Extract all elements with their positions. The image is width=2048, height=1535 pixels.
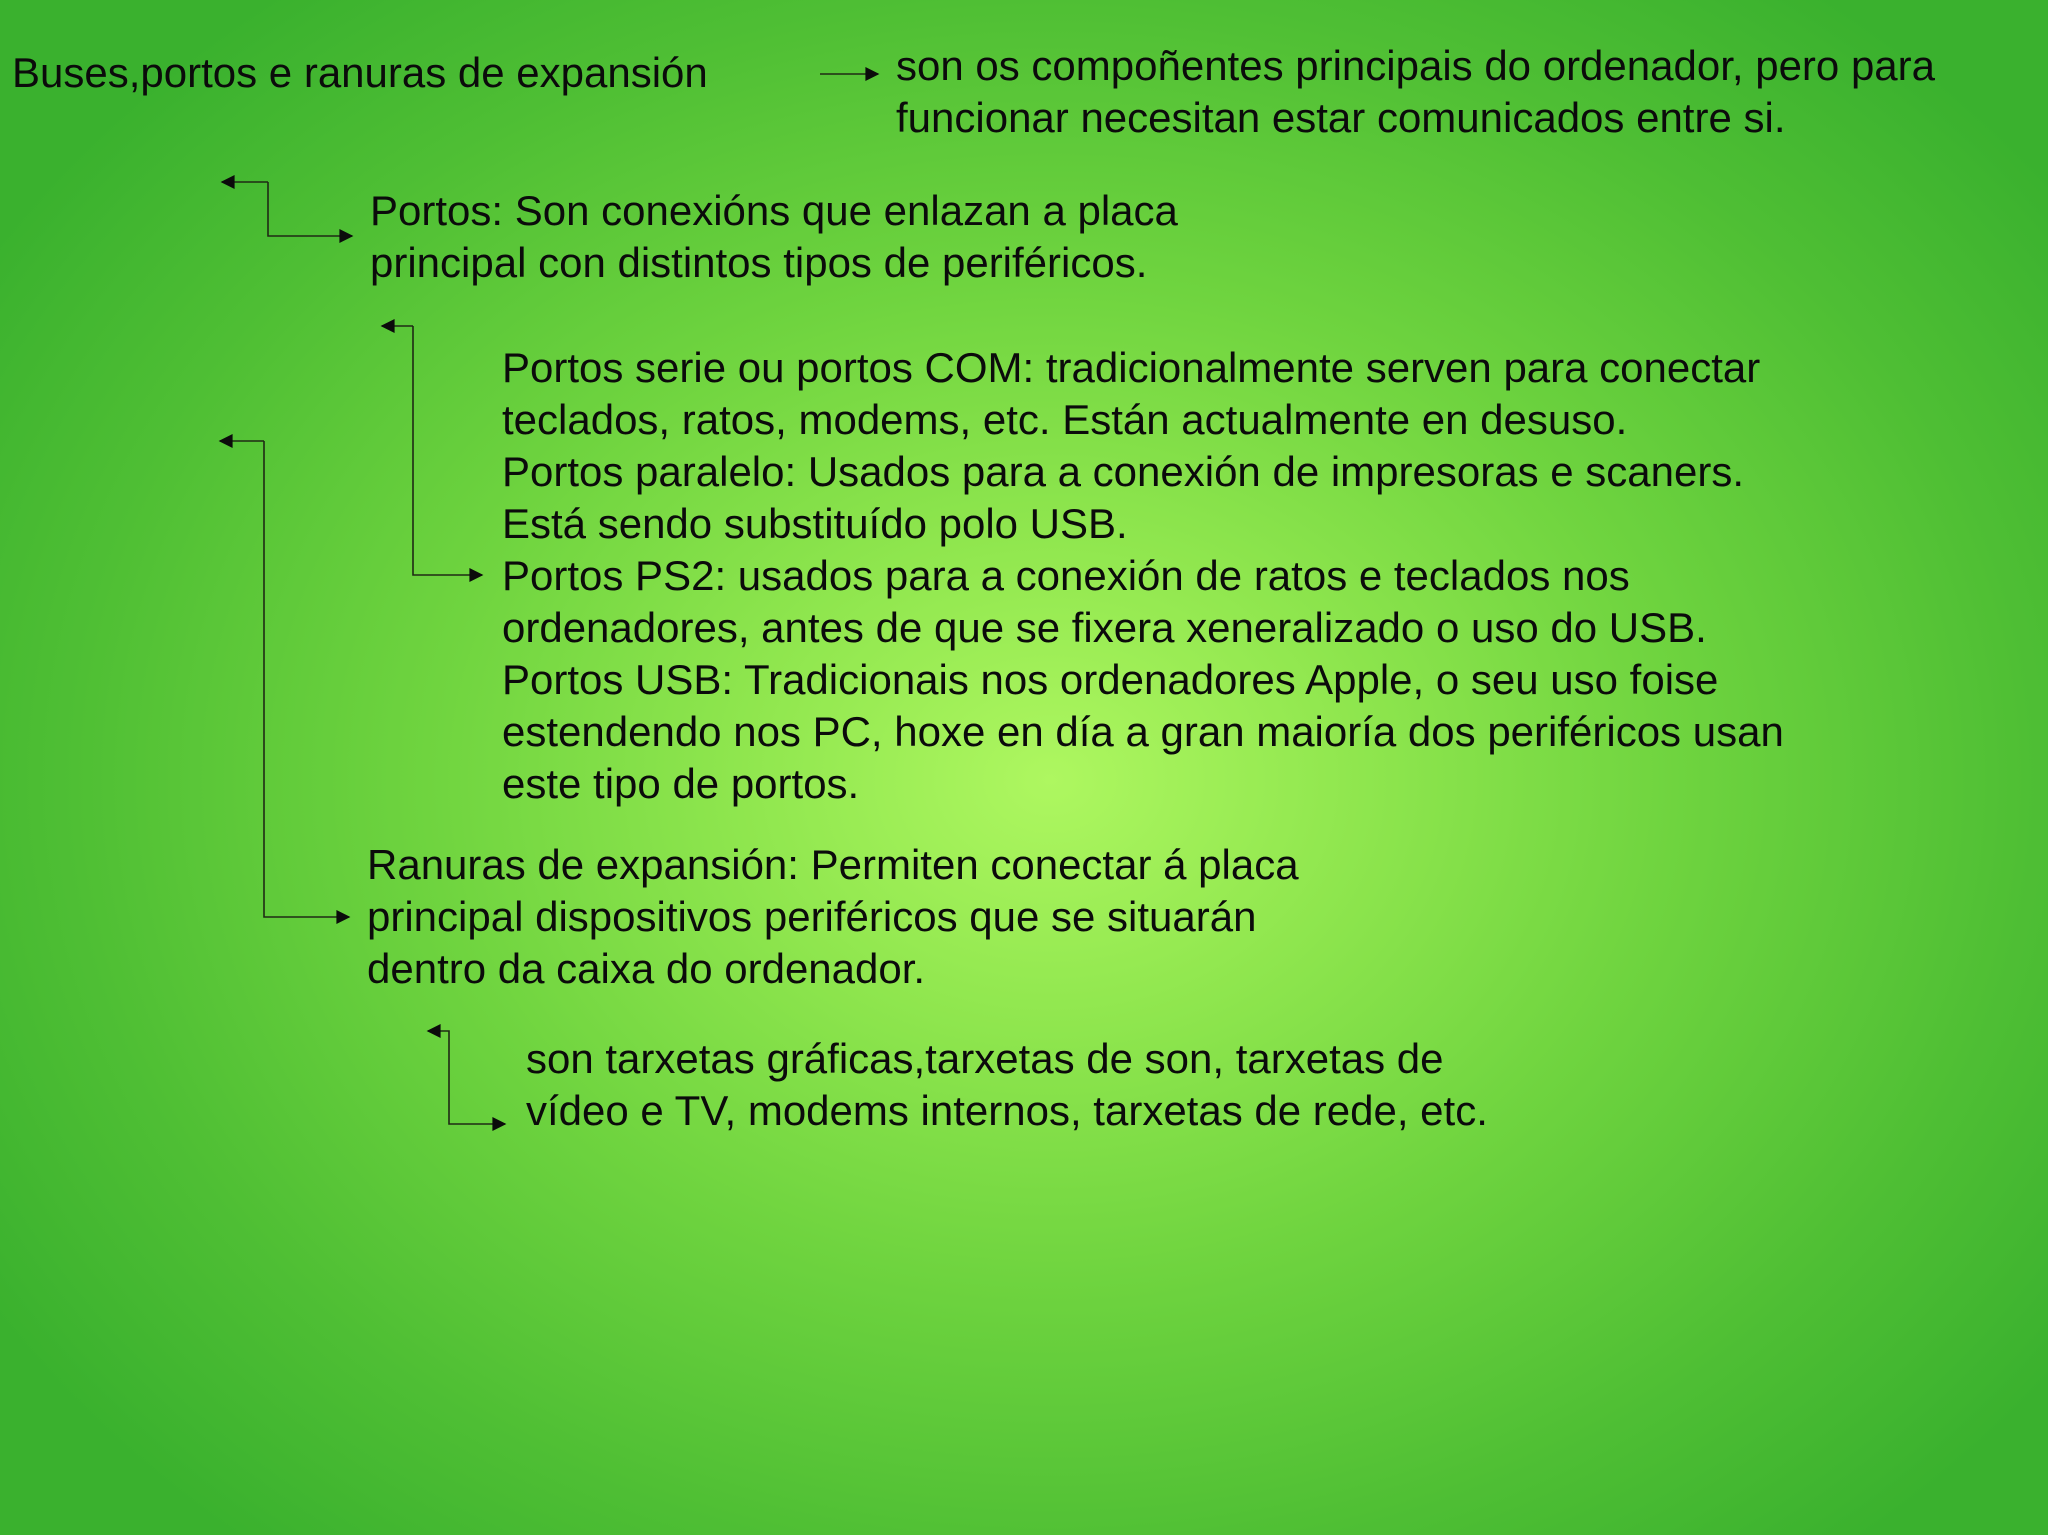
portos-list-line: Portos serie ou portos COM: tradicionalmente serven para conectar — [502, 344, 1761, 391]
portos-list-line: Portos paralelo: Usados para a conexión de impresoras e scaners. — [502, 448, 1744, 495]
connector-title-ranuras — [264, 441, 349, 917]
diagram-title-text: Buses,portos e ranuras de expansión — [12, 49, 708, 96]
ranuras-examples-line: son tarxetas gráficas,tarxetas de son, tarxetas de — [526, 1035, 1444, 1082]
intro-line: funcionar necesitan estar comunicados entre si. — [896, 94, 1786, 141]
portos-list-line: Portos PS2: usados para a conexión de ratos e teclados nos — [502, 552, 1630, 599]
portos-list-line: Está sendo substituído polo USB. — [502, 500, 1128, 547]
connector-portos-list — [413, 326, 482, 575]
portos-list-line: estendendo nos PC, hoxe en día a gran maioría dos periféricos usan — [502, 708, 1784, 755]
intro-line: son os compoñentes principais do ordenador, pero para — [896, 42, 1936, 89]
portos-list-line: Portos USB: Tradicionais nos ordenadores Apple, o seu uso foise — [502, 656, 1719, 703]
portos-line: Portos: Son conexións que enlazan a placa — [370, 187, 1178, 234]
connector-title-portos — [268, 182, 352, 236]
connector-ranuras-examples — [428, 1031, 449, 1050]
portos-list-line: teclados, ratos, modems, etc. Están actualmente en desuso. — [502, 396, 1628, 443]
ranuras-examples-line: vídeo e TV, modems internos, tarxetas de rede, etc. — [526, 1087, 1488, 1134]
ranuras-line: principal dispositivos periféricos que se situarán — [367, 893, 1257, 940]
portos-line: principal con distintos tipos de periféricos. — [370, 239, 1148, 286]
portos-list-line: este tipo de portos. — [502, 760, 860, 807]
ranuras-line: dentro da caixa do ordenador. — [367, 945, 926, 992]
connector-ranuras-examples — [449, 1050, 505, 1124]
ranuras-line: Ranuras de expansión: Permiten conectar á placa — [367, 841, 1299, 888]
portos-list-line: ordenadores, antes de que se fixera xeneralizado o uso do USB. — [502, 604, 1707, 651]
